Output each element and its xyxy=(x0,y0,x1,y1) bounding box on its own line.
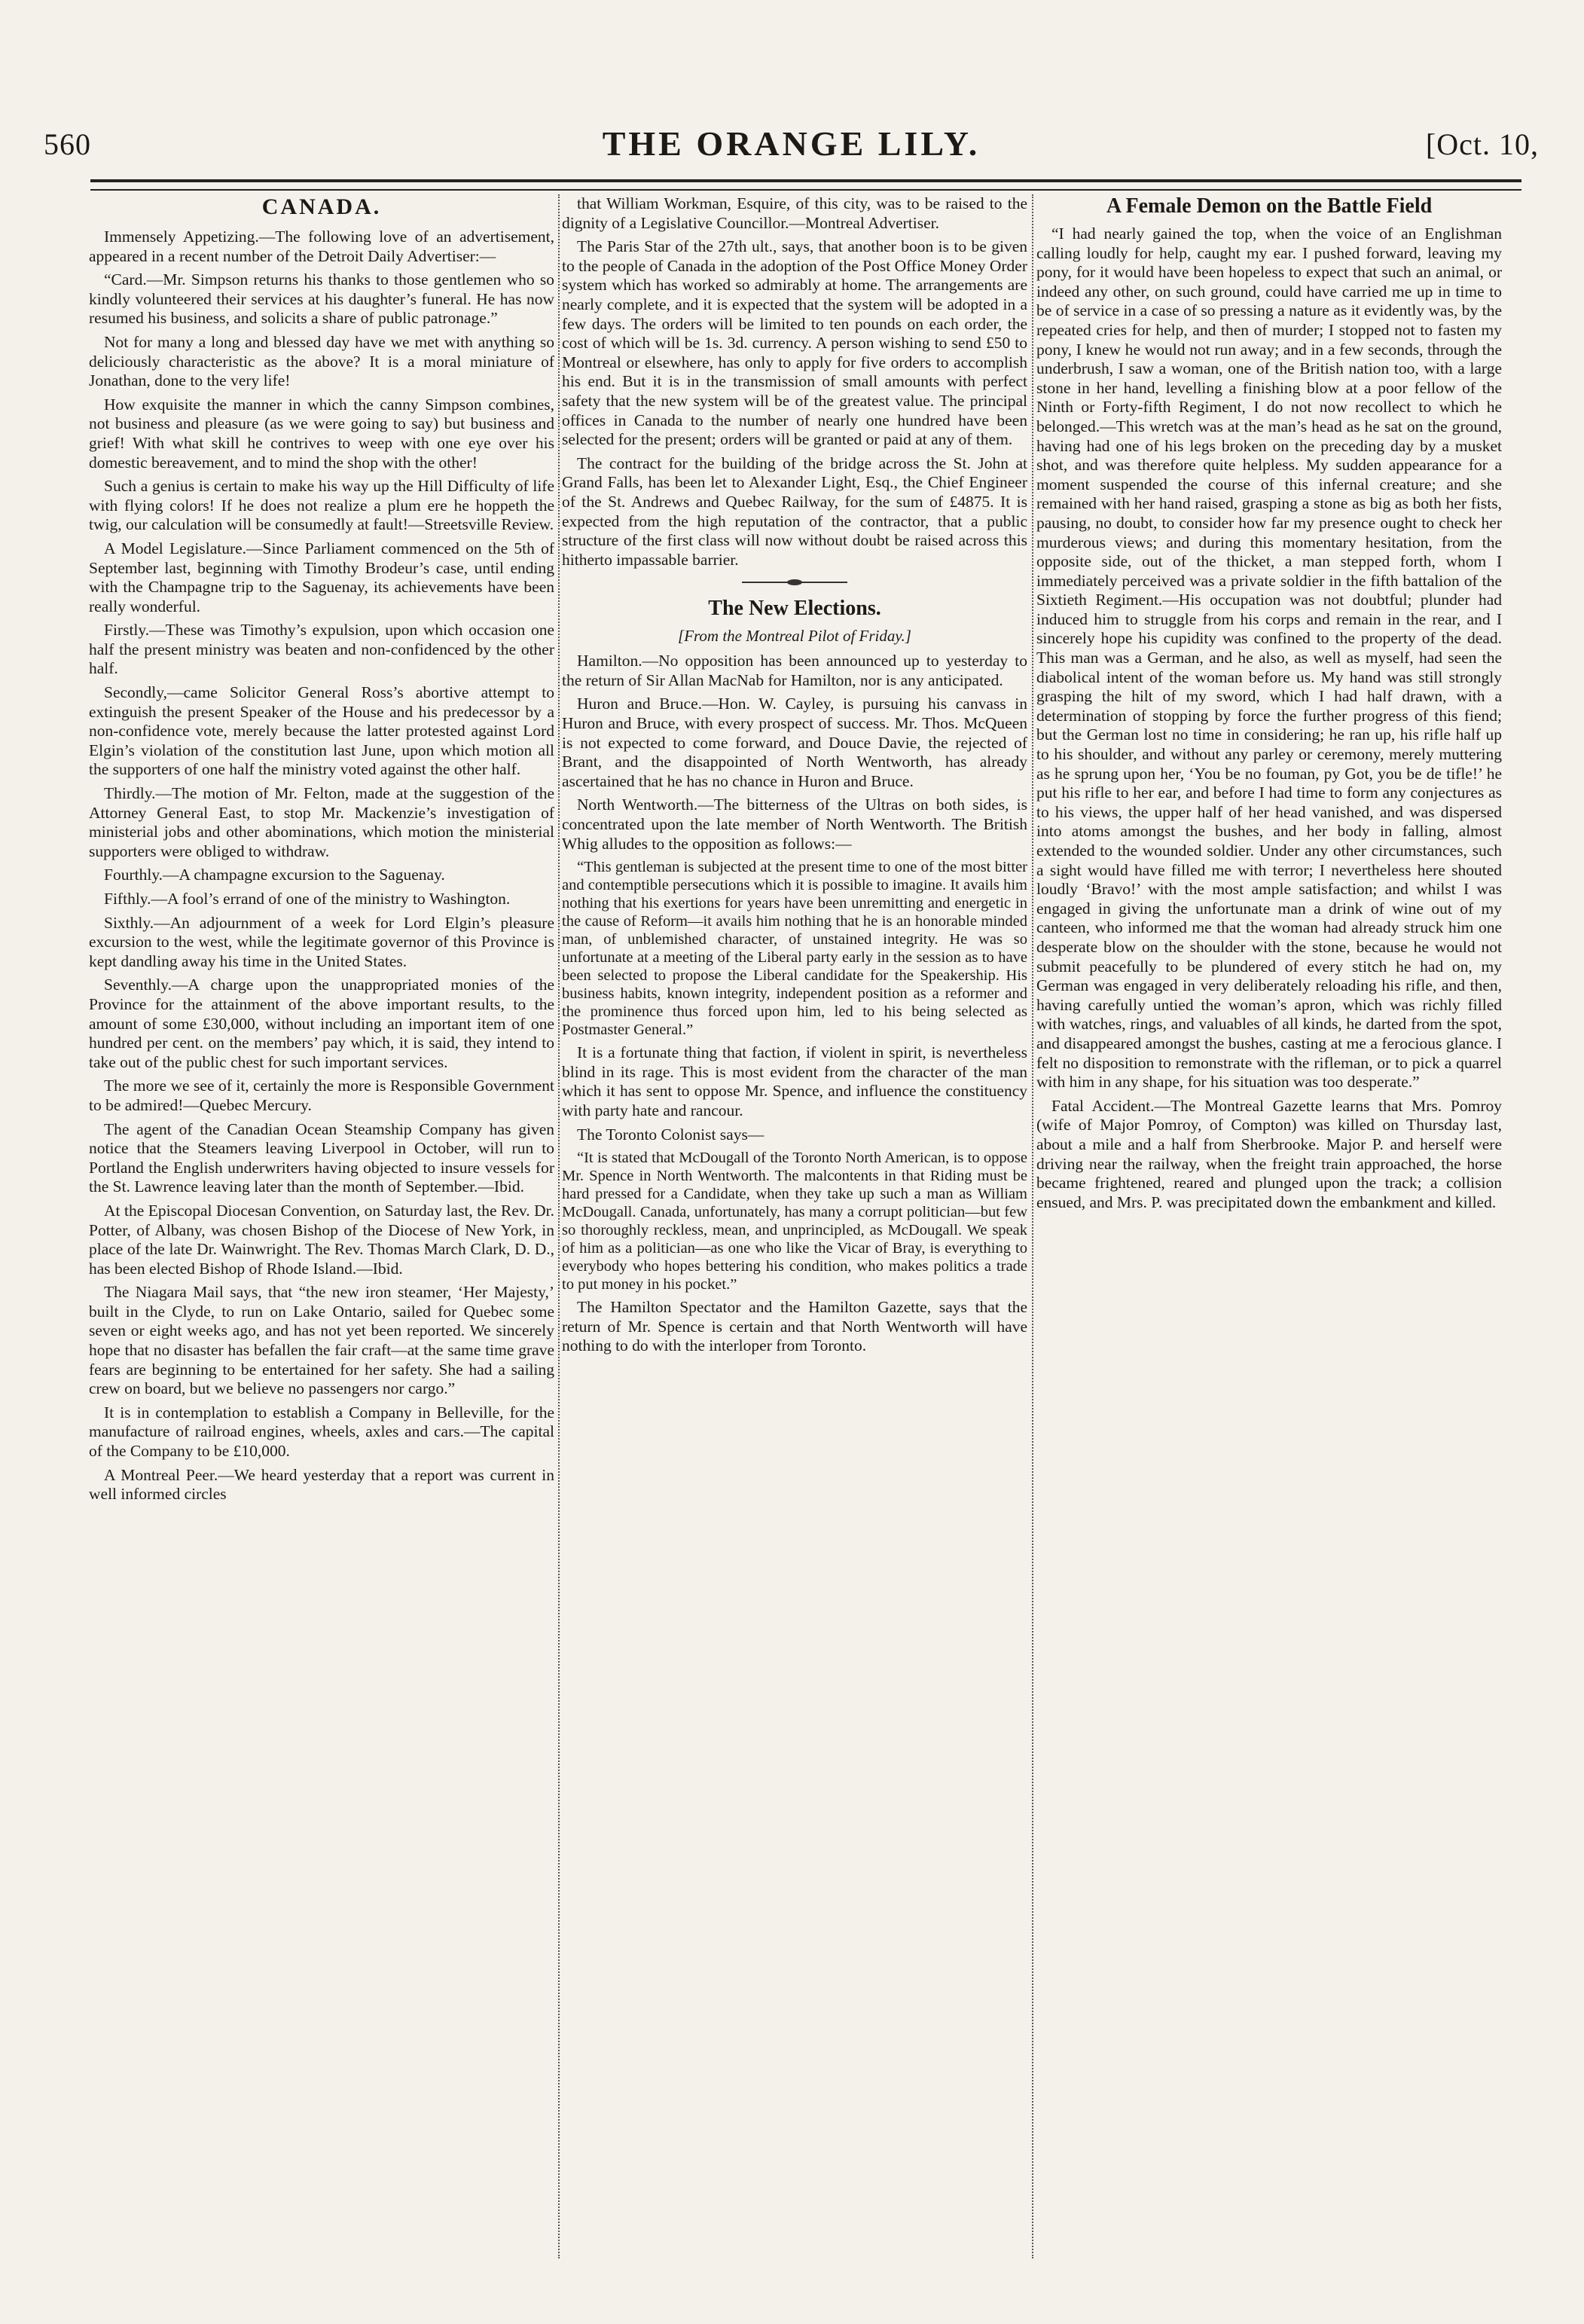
article-paragraph: Sixthly.—An adjournment of a week for Lord Elgin’s pleasure excursion to the west, while the legitimate governor of this Province is kept dandling away his time in the United States. xyxy=(89,913,554,970)
article-paragraph: “I had nearly gained the top, when the voice of an Englishman calling loudly for help, caught my ear. I pushed forward, leaving my pony, for it would have been hopeless to expect that such an animal, or indeed any other, on such ground, could have carried me up in time to be of service in a case of so pressing a nature as it evidently was, by the repeated cries for help, and then of murder; I stopped not to fasten my pony, I knew he would not run away; and in a few seconds, through the underbrush, I saw a woman, one of the British nation too, with a large stone in her hand, levelling a finishing blow at a poor fellow of the Ninth or Forty-fifth Regiment, I do not now recollect to which he belonged.—This wretch was at the man’s head as he sat on the ground, having had one of his legs broken on the preceding day by a musket shot, and was therefore quite helpless. My sudden appearance for a moment suspended the course of this infernal creature; and she remained with her hand raised, grasping a stone as big as both her fists, pausing, no doubt, to consider how far my presence ought to check her murderous views; and during this momentary hesitation, from the opposite side, out of the thicket, a man stepped forth, whom I immediately perceived was a private soldier in the fifth battalion of the Sixtieth Regiment.—His occupation was not doubtful; plunder had induced him to struggle from his corps and remain in the rear, and I sincerely hope his cupidity was confined to the property of the dead. This man was a German, and he also, as well as myself, had seen the diabolical intent of the woman before us. My hand was still strongly grasping the hilt of my sword, which I had half drawn, with a determination of stopping by force the further progress of this fiend; but the German lost no time in considering; he ran up, his rifle half up to his shoulder, and without any parley or ceremony, merely muttering as he sprung upon her, ‘You be no fouman, py Got, you be de tifle!’ he put his rifle to her ear, and before I had time to form any conjectures as to his views, the upper half of her head vanished, and was dispersed into atoms amongst the bushes, and her body in falling, almost extended to the wounded soldier. Under any other circumstances, such a sight would have filled me with terror; I nevertheless here shouted loudly ‘Bravo!’ with the most ample satisfaction; and whilst I was engaged in giving the unfortunate man a drink of wine out of my canteen, who informed me that the woman had already struck him one desperate blow on the shoulder with the stone, because he would not submit peacefully to be plundered of every stitch he had on, my German was engaged in very deliberately reloading his rifle, and then, having carefully untied the woman’s apron, which was richly filled with watches, rings, and valuables of all kinds, he darted from the spot, and disappeared amongst the bushes, casting at me a ferocious glance. I felt no disposition to remonstrate with the rifleman, or to pick a quarrel with him in any shape, for his situation was too desperate.” xyxy=(1036,224,1502,1092)
section-heading-canada: CANADA. xyxy=(261,194,382,219)
page-header xyxy=(44,124,1539,172)
article-paragraph: North Wentworth.—The bitterness of the Ultras on both sides, is concentrated upon the late member of North Wentworth. The British Whig alludes to the opposition as follows:— xyxy=(562,796,1027,853)
article-paragraph: that William Workman, Esquire, of this city, was to be raised to the dignity of a Legislative Councillor.—Montreal Advertiser. xyxy=(562,194,1027,232)
article-paragraph: Huron and Bruce.—Hon. W. Cayley, is pursuing his canvass in Huron and Bruce, with every prospect of success. Mr. Thos. McQueen is not expected to come forward, and Douce Davie, the rejected of Brant, and the disappointed of North Wentworth, has already ascertained that he has no chance in Huron and Bruce. xyxy=(562,695,1027,790)
article-paragraph: Immensely Appetizing.—The following love of an advertisement, appeared in a recent number of the Detroit Daily Advertiser:— xyxy=(89,228,554,265)
column-3 xyxy=(1036,194,1502,2274)
column-divider xyxy=(558,194,560,2258)
article-paragraph: Not for many a long and blessed day have we met with anything so deliciously characteristic as the above? It is a moral miniature of Jonathan, done to the very life! xyxy=(89,332,554,390)
article-paragraph: Secondly,—came Solicitor General Ross’s abortive attempt to extinguish the present Speaker of the House and his predecessor by a non-confidence vote, merely because the latter protested against Lord Elgin’s violation of the constitution last June, upon which motion all the supporters of one half the ministry voted against the other half. xyxy=(89,683,554,779)
article-paragraph: Fatal Accident.—The Montreal Gazette learns that Mrs. Pomroy (wife of Major Pomroy, of Compton) was killed on Thursday last, about a mile and a half from Sherbrooke. Major P. and herself were driving near the railway, when the freight train approached, the horse became frightened, reared and plunged upon the track; a collision ensued, and Mrs. P. was precipitated down the embankment and killed. xyxy=(1036,1096,1502,1211)
article-paragraph: The agent of the Canadian Ocean Steamship Company has given notice that the Steamers leaving Liverpool in October, will run to Portland the English underwriters having objected to insure vessels for the St. Lawrence leaving later than the month of September.—Ibid. xyxy=(89,1119,554,1196)
column-2-body-top xyxy=(562,194,1027,570)
article-paragraph: Firstly.—These was Timothy’s expulsion, upon which occasion one half the present ministry was beaten and non-confidenced by the other half. xyxy=(89,621,554,678)
article-paragraph: The Toronto Colonist says— xyxy=(577,1125,765,1144)
section-heading-female-demon: A Female Demon on the Battle Field xyxy=(1106,194,1433,218)
article-paragraph: The Paris Star of the 27th ult., says, that another boon is to be given to the people of Canada in the adoption of the Post Office Money Order system which has worked so admirably at home. The arrangements are nearly complete, and it is expected that the system will be adopted in a few days. The orders will be limited to ten pounds on each order, the cost of which will be 1s. 3d. currency. A person wishing to send £50 to Montreal or elsewhere, has only to apply for five orders to accomplish his end. But it is in the transmission of small amounts with perfect safety that the new system will be of the greatest value. The principal offices in Canada to the number of nearly one hundred have been selected for the present; orders will be granted or paid at any of them. xyxy=(562,237,1027,449)
article-paragraph: A Montreal Peer.—We heard yesterday that a report was current in well informed circles xyxy=(89,1465,554,1504)
article-paragraph: The Hamilton Spectator and the Hamilton Gazette, says that the return of Mr. Spence is certain and that North Wentworth will have nothing to do with the interloper from Toronto. xyxy=(562,1298,1027,1355)
page-number: 560 xyxy=(44,127,91,161)
article-paragraph: The more we see of it, certainly the more is Responsible Government to be admired!—Quebec Mercury. xyxy=(89,1076,554,1114)
article-paragraph: Seventhly.—A charge upon the unappropriated monies of the Province for the attainment of the above important results, to the amount of some £30,000, without including an important item of one hundred per cent. on the members’ pay which, it is said, they intend to take out of the public chest for such important services. xyxy=(89,976,554,1071)
column-2 xyxy=(562,194,1027,2274)
article-paragraph: The contract for the building of the bridge across the St. John at Grand Falls, has been let to Alexander Light, Esq., the Chief Engineer of the St. Andrews and Quebec Railway, for the sum of £4875. It is expected from the high reputation of the contractor, that a public structure of the first class will now without doubt be raised across this hitherto impassable barrier. xyxy=(562,454,1027,569)
source-note: [From the Montreal Pilot of Friday.] xyxy=(678,627,911,646)
article-paragraph: At the Episcopal Diocesan Convention, on Saturday last, the Rev. Dr. Potter, of Albany, was chosen Bishop of the Diocese of New York, in place of the late Dr. Wainwright. The Rev. Thomas March Clark, D. D., has been elected Bishop of Rhode Island.—Ibid. xyxy=(89,1201,554,1278)
article-paragraph: It is in contemplation to establish a Company in Belleville, for the manufacture of railroad engines, wheels, axles and cars.—The capital of the Company to be £10,000. xyxy=(89,1403,554,1461)
article-paragraph: Such a genius is certain to make his way up the Hill Difficulty of life with flying colors! If he does not realize a plum ere he hoppeth the twig, our calculation will be consumedly at fault!—Streetsville Review. xyxy=(89,477,554,534)
column-2-body-bottom xyxy=(562,652,1027,1356)
article-paragraph: Hamilton.—No opposition has been announced up to yesterday to the return of Sir Allan MacNab for Hamilton, nor is any anticipated. xyxy=(562,652,1027,689)
column-1 xyxy=(89,194,554,2274)
column-divider xyxy=(1032,194,1033,2258)
article-paragraph: It is a fortunate thing that faction, if violent in spirit, is nevertheless blind in its rage. This is most evident from the character of the man which it has sent to oppose Mr. Spence, and influence the constituency with party hate and rancour. xyxy=(562,1043,1027,1119)
article-paragraph: Thirdly.—The motion of Mr. Felton, made at the suggestion of the Attorney General East, to stop Mr. Mackenzie’s investigation of ministerial jobs and other abominations, which motion the ministerial supporters were obliged to withdraw. xyxy=(89,784,554,860)
article-paragraph: The Niagara Mail says, that “the new iron steamer, ‘Her Majesty,’ built in the Clyde, to run on Lake Ontario, sailed for Quebec some seven or eight weeks ago, and has not yet been reported. We sincerely hope that no disaster has befallen the fair craft—at the same time grave fears are beginning to be entertained for her safety. She had a sailing crew on board, but we believe no passengers nor cargo.” xyxy=(89,1283,554,1398)
article-paragraph: Fourthly.—A champagne excursion to the Saguenay. xyxy=(104,866,445,884)
header-rule xyxy=(90,179,1521,191)
section-heading-new-elections: The New Elections. xyxy=(708,597,881,621)
article-paragraph: How exquisite the manner in which the canny Simpson combines, not business and pleasure (as we were going to say) but business and grief! With what skill he contrives to weep with one eye over his domestic bereavement, and to mind the shop with the other! xyxy=(89,395,554,472)
article-paragraph: A Model Legislature.—Since Parliament commenced on the 5th of September last, beginning with Timothy Brodeur’s case, until ending with the Champagne trip to the Saguenay, its achievements have been really wonderful. xyxy=(89,539,554,615)
article-paragraph: Fifthly.—A fool’s errand of one of the ministry to Washington. xyxy=(104,890,511,908)
article-paragraph: “Card.—Mr. Simpson returns his thanks to those gentlemen who so kindly volunteered their services at his daughter’s funeral. He has now resumed his business, and solicits a share of public patronage.” xyxy=(89,270,554,328)
issue-date: [Oct. 10, xyxy=(1425,127,1539,161)
section-divider xyxy=(742,582,847,583)
article-paragraph: “This gentleman is subjected at the present time to one of the most bitter and contemptible persecutions which it is possible to imagine. It avails him nothing that his exertions for years have been unremitting and energetic in the cause of Reform—it avails him nothing that he is an honorable minded man, of unblemished character, of unstained integrity. He was so unfortunate at a meeting of the Liberal party early in the session as to have been selected to propose the Liberal candidate for the Speakership. His business habits, known integrity, independent position as a reformer and the prominence thus forced upon him, led to his being selected as Postmaster General.” xyxy=(562,859,1027,1039)
masthead-title: THE ORANGE LILY. xyxy=(602,124,981,163)
article-paragraph: “It is stated that McDougall of the Toronto North American, is to oppose Mr. Spence in North Wentworth. The malcontents in that Riding must be hard pressed for a Candidate, when they take up such a man as William McDougall. Canada, unfortunately, has many a corrupt politician—but few so thoroughly reckless, mean, and unprincipled, as McDougall. We speak of him as a politician—as one who like the Vicar of Bray, is everything to everybody who hopes bettering his condition, who makes politics a trade to put money in his pocket.” xyxy=(562,1150,1027,1293)
column-3-body xyxy=(1036,224,1502,1212)
column-1-body xyxy=(89,228,554,1504)
